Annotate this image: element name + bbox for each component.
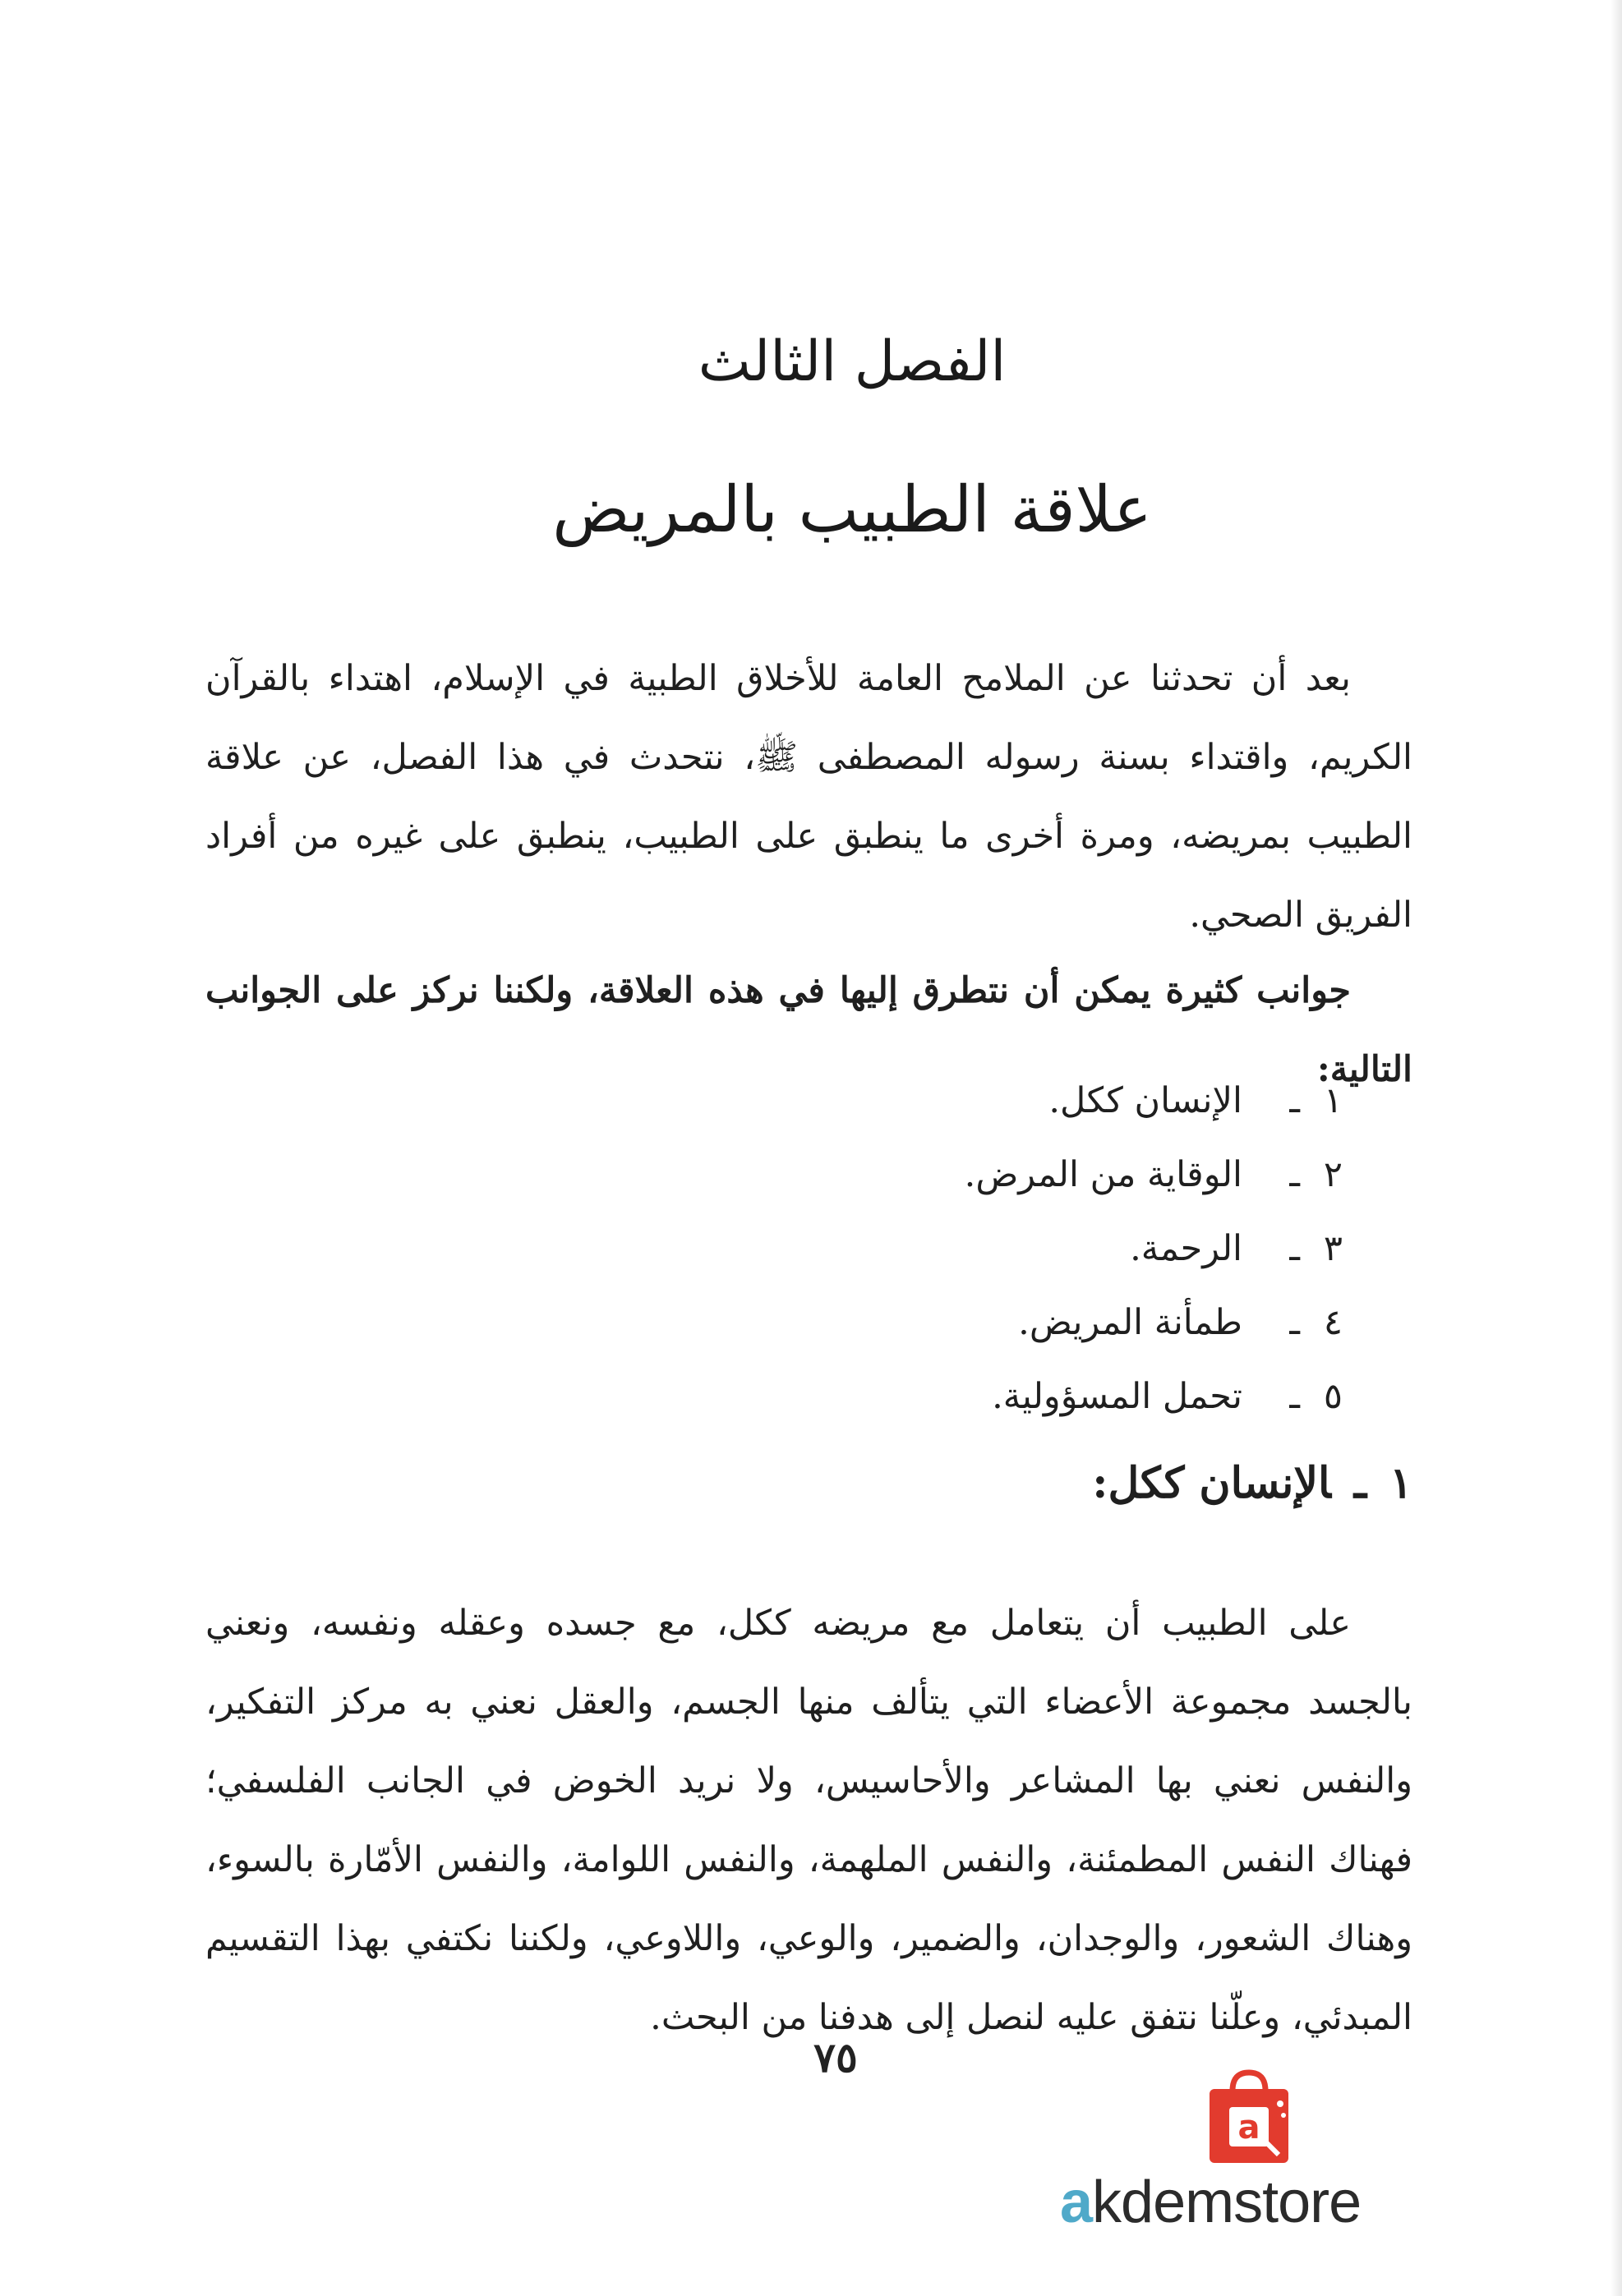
list-item-number: ٤ [1323,1302,1343,1343]
page-number: ٧٥ [813,2033,858,2082]
list-item-text: الوقاية من المرض. [964,1154,1242,1195]
logo-badge-letter: a [1237,2109,1260,2146]
section-paragraph: على الطبيب أن يتعامل مع مريضه ككل، مع جسده وعقله ونفسه، ونعني بالجسد مجموعة الأعضاء التي يتألف منها الجسم، والعقل نعني به مركز التفكير، والنفس نعني بها المشاعر والأحاسيس، ولا نريد الخوض في الجانب الفلسفي؛ فهناك النفس المطمئنة، والنفس الملهمة، والنفس اللوامة، والنفس الأمّارة بالسوء، وهناك الشعور، والوجدان، والضمير، والوعي، واللاوعي، ولكننا نكتفي بهذا التقسيم المبدئي، وعلّنا نتفق عليه لنصل إلى هدفنا من البحث. [205,1603,1412,2038]
store-watermark [1060,2058,1438,2255]
list-item [965,1064,1343,1138]
section-dash: ـ [1353,1458,1367,1508]
list-item-text: الإنسان ككل. [1048,1080,1242,1121]
list-item-text: تحمل المسؤولية. [992,1376,1242,1417]
store-wordmark [1060,2169,1362,2235]
intro-paragraph: بعد أن تحدثنا عن الملامح العامة للأخلاق الطبية في الإسلام، اهتداء بالقرآن الكريم، واقتداء بسنة رسوله المصطفى ﷺ، نتحدث في هذا الفصل، عن علاقة الطبيب بمريضه، ومرة أخرى ما ينطبق على الطبيب، ينطبق على غيره من أفراد الفريق الصحي. [205,658,1412,936]
section-heading [1092,1458,1412,1509]
shopping-bag-logo-icon [1200,2066,1298,2169]
list-item-dash: ـ [1289,1228,1300,1269]
list-item-number: ٢ [1323,1154,1343,1195]
list-item-dash: ـ [1289,1154,1300,1195]
list-item [965,1286,1343,1360]
list-item-number: ٣ [1323,1228,1343,1269]
list-item-number: ٥ [1323,1376,1343,1417]
list-item [965,1360,1343,1433]
list-item-dash: ـ [1289,1376,1300,1417]
chapter-title: علاقة الطبيب بالمريض [552,473,1152,547]
list-item-number: ١ [1323,1080,1343,1121]
topics-list [965,1064,1343,1433]
wordmark-accent: a [1060,2169,1093,2235]
section-title: الإنسان ككل: [1092,1458,1331,1508]
list-item [965,1212,1343,1286]
chapter-label: الفصل الثالث [698,329,1007,394]
list-item-text: طمأنة المريض. [1018,1302,1242,1343]
section-number: ١ [1389,1458,1412,1508]
list-item-text: الرحمة. [1130,1228,1242,1269]
list-item-dash: ـ [1289,1080,1300,1121]
lead-paragraph: جوانب كثيرة يمكن أن نتطرق إليها في هذه العلاقة، ولكننا نركز على الجوانب التالية: [205,970,1412,1090]
list-item [965,1138,1343,1212]
list-item-dash: ـ [1289,1302,1300,1343]
wordmark-rest: kdemstore [1092,2169,1362,2235]
